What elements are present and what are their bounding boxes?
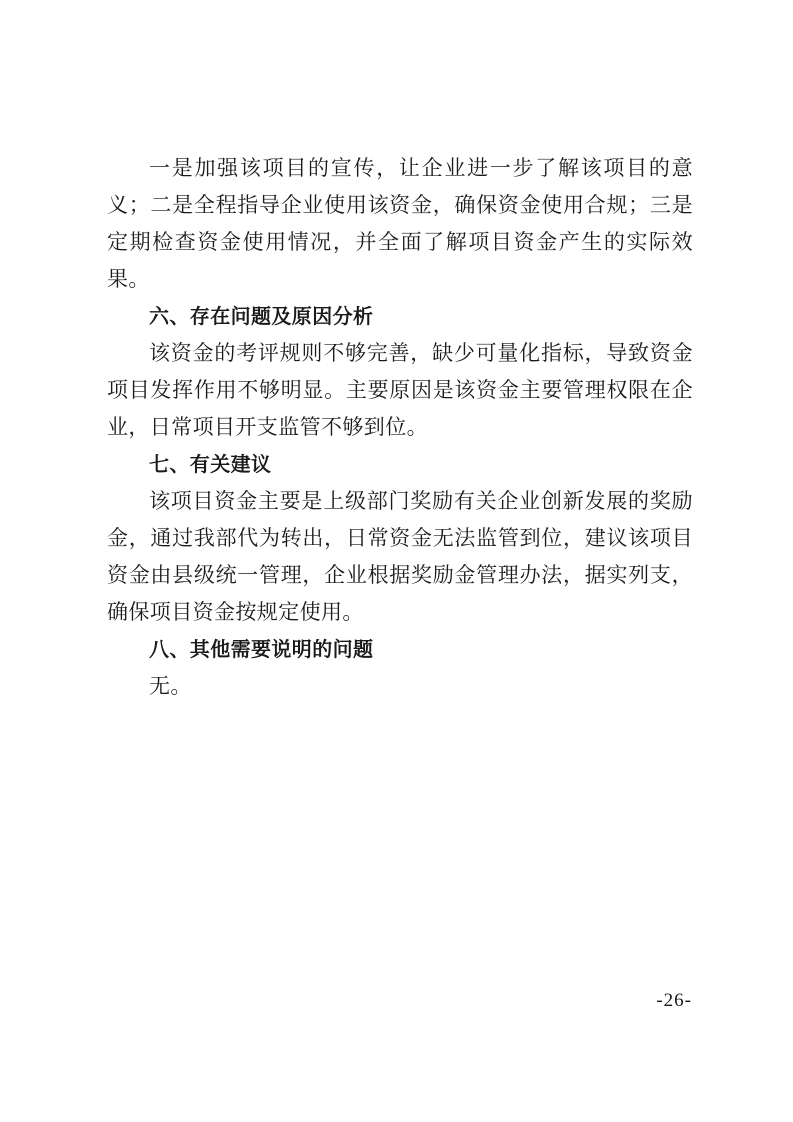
section-heading-problems: 六、存在问题及原因分析 [149, 304, 374, 328]
page-number: -26- [656, 990, 692, 1011]
section-heading-suggestions: 七、有关建议 [149, 452, 272, 476]
paragraph-suggestions: 该项目资金主要是上级部门奖励有关企业创新发展的奖励金，通过我部代为转出，日常资金无法监管到位，建议该项目资金由县级统一管理，企业根据奖励金管理办法，据实列支，确保项目资金按规定使用。 [107, 489, 693, 624]
paragraph-measures: 一是加强该项目的宣传，让企业进一步了解该项目的意义；二是全程指导企业使用该资金，确保资金使用合规；三是定期检查资金使用情况，并全面了解项目资金产生的实际效果。 [107, 156, 693, 291]
document-body [107, 150, 693, 705]
paragraph-problems: 该资金的考评规则不够完善，缺少可量化指标，导致资金项目发挥作用不够明显。主要原因是该资金主要管理权限在企业，日常项目开支监管不够到位。 [107, 341, 693, 439]
section-heading-other: 八、其他需要说明的问题 [149, 637, 374, 661]
paragraph-other: 无。 [149, 674, 192, 698]
